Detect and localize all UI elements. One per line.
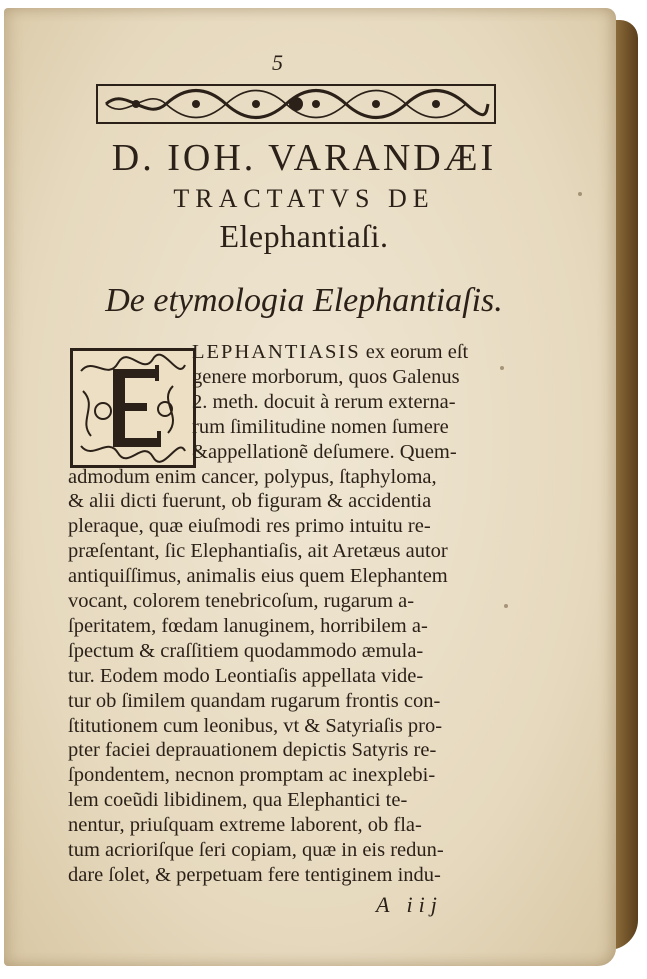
printer-signature-mark: A iij (376, 891, 443, 917)
text-line-9: præſentant, ſic Elephantiaſis, ait Aretæus autor (68, 540, 448, 563)
text-line-8: pleraque, quæ eiuſmodi res primo intuitu re- (68, 515, 431, 538)
ornamental-drop-cap (70, 348, 196, 468)
paper-speck (504, 604, 508, 608)
drop-cap-letter-graphic (73, 351, 193, 465)
text-line-12: ſperitatem, fœdam lanuginem, horribilem a- (68, 614, 428, 637)
paper-speck (578, 192, 582, 196)
text-line-18: ſpondentem, necnon promptam ac inexplebi- (68, 764, 436, 787)
text-line-16: ſtitutionem cum leonibus, vt & Satyriaſis pro- (68, 714, 443, 737)
text-line-6: admodum enim cancer, polypus, ſtaphyloma, (68, 465, 437, 488)
author-heading: D. IOH. VARANDÆI (111, 137, 497, 179)
text-line-7: & alii dicti fuerunt, ob figuram & accidentia (68, 490, 432, 513)
text-line-17: pter faciei deprauationem depictis Satyris re- (68, 739, 437, 762)
text-line-5: &appellationẽ deſumere. Quem- (192, 440, 457, 463)
decorative-headpiece-ornament (96, 84, 496, 124)
text-line-2: genere morborum, quos Galenus (192, 365, 460, 388)
text-line-13: ſpectum & craſſitiem quodammodo æmula- (68, 639, 424, 662)
title-line-1: TRACTATVS DE (173, 184, 435, 213)
book-page (4, 8, 616, 966)
text-line-14: tur. Eodem modo Leontiaſis appellata vide- (68, 664, 424, 687)
text-line-21: tum acrioriſque ſeri copiam, quæ in eis redun- (68, 839, 444, 861)
text-line-15: tur ob ſimilem quandam rugarum frontis con- (68, 689, 441, 712)
text-line-22: dare ſolet, & perpetuam fere tentiginem indu- (68, 863, 441, 886)
text-line-10: antiquiſſimus, animalis eius quem Elephantem (68, 565, 448, 588)
title-line-2: Elephantiaſi. (219, 218, 389, 254)
page-number: 5 (272, 50, 283, 75)
text-line-19: lem coeũdi libidinem, qua Elephantici te- (68, 789, 408, 812)
paper-speck (500, 366, 504, 370)
text-line-4: rum ſimilitudine nomen ſumere (192, 415, 449, 438)
text-line-1 (192, 342, 468, 363)
first-word: LEPHANTIASIS (192, 341, 361, 363)
text-line-3: 2. meth. docuit à rerum externa- (192, 390, 456, 413)
text-line-20: nentur, priuſquam extreme laborent, ob fla- (68, 814, 422, 837)
text-line-1-rest: ex eorum eſt (365, 341, 469, 363)
section-title: De etymologia Elephantiaſis. (105, 282, 503, 319)
text-line-11: vocant, colorem tenebricoſum, rugarum a- (68, 590, 415, 612)
